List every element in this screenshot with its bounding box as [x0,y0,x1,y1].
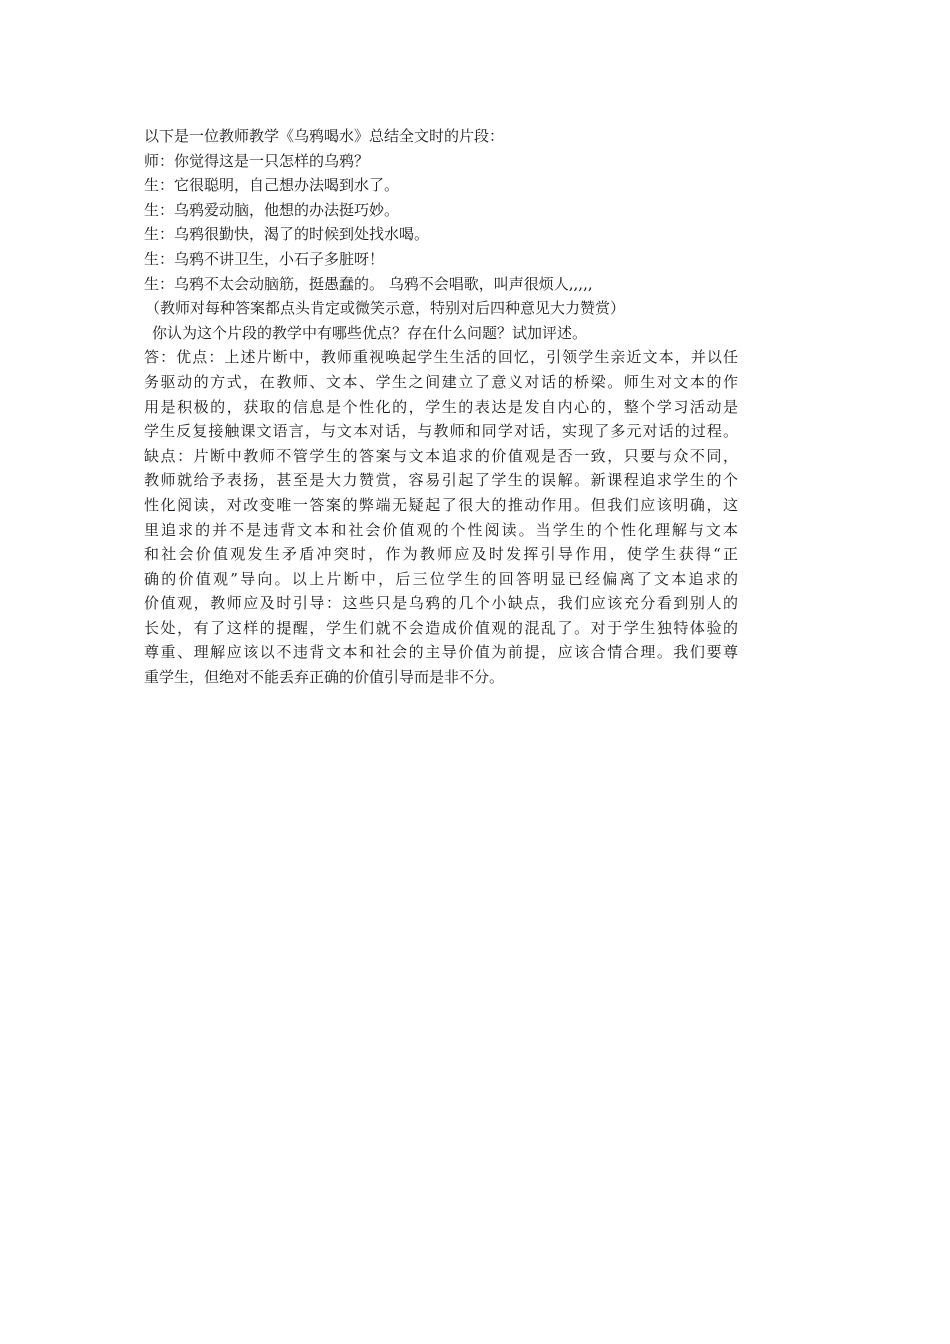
answer-line: 缺点：片断中教师不管学生的答案与文本追求的价值观是否一致，只要与众不同， [144,446,738,465]
answer-line: 重学生，但绝对不能丢弃正确的价值引导而是非不分。 [144,668,505,687]
student-answer-line: 生：它很聪明，自己想办法喝到水了。 [144,176,400,195]
student-answer-line: 生：乌鸦不太会动脑筋，挺愚蠢的。 乌鸦不会唱歌，叫声很烦人,,,,, [144,274,593,293]
student-answer-line: 生：乌鸦不讲卫生，小石子多脏呀！ [144,249,385,268]
question-line: 你认为这个片段的教学中有哪些优点？存在什么问题？试加评述。 [152,323,588,342]
answer-line: 确的价值观”导向。以上片断中，后三位学生的回答明显已经偏离了文本追求的 [144,569,738,588]
student-answer-line: 生：乌鸦爱动脑，他想的办法挺巧妙。 [144,200,400,219]
student-answer-line: 生：乌鸦很勤快，渴了的时候到处找水喝。 [144,225,430,244]
document-body [144,124,744,690]
answer-line: 学生反复接触课文语言，与文本对话，与教师和同学对话，实现了多元对话的过程。 [144,422,738,441]
answer-line: 用是积极的，获取的信息是个性化的，学生的表达是发自内心的，整个学习活动是 [144,397,738,416]
answer-line: 和社会价值观发生矛盾冲突时，作为教师应及时发挥引导作用，使学生获得“正 [144,545,738,564]
answer-line: 教师就给予表扬，甚至是大力赞赏，容易引起了学生的误解。新课程追求学生的个 [144,471,738,490]
answer-line: 价值观，教师应及时引导：这些只是乌鸦的几个小缺点，我们应该充分看到别人的 [144,594,738,613]
answer-line: 答：优点：上述片断中，教师重视唤起学生生活的回忆，引领学生亲近文本，并以任 [144,348,738,367]
intro-line: 以下是一位教师教学《乌鸦喝水》总结全文时的片段： [144,127,505,145]
answer-line: 性化阅读，对改变唯一答案的弊端无疑起了很大的推动作用。但我们应该明确，这 [144,495,738,514]
teacher-note-line: （教师对每种答案都点头肯定或微笑示意，特别对后四种意见大力赞赏） [145,299,626,318]
answer-line: 里追求的并不是违背文本和社会价值观的个性阅读。当学生的个性化理解与文本 [144,520,738,539]
answer-line: 尊重、理解应该以不违背文本和社会的主导价值为前提，应该合情合理。我们要尊 [144,643,738,662]
answer-line: 长处，有了这样的提醒，学生们就不会造成价值观的混乱了。对于学生独特体验的 [144,618,738,637]
answer-line: 务驱动的方式，在教师、文本、学生之间建立了意义对话的桥梁。师生对文本的作 [144,372,738,391]
teacher-question-line: 师：你觉得这是一只怎样的乌鸦？ [144,151,370,170]
